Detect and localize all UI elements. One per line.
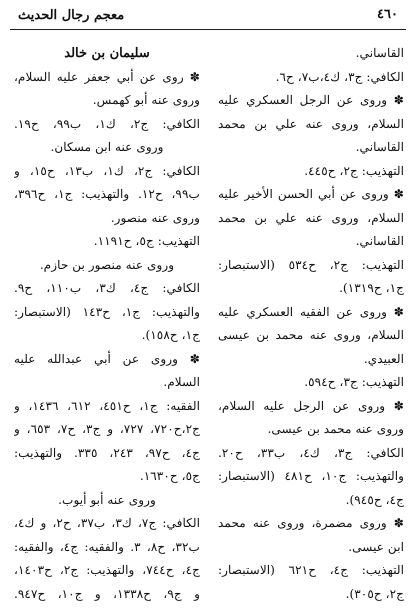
text-line: العبيدي. xyxy=(363,351,404,366)
text-line: السلام، وروى عنه علي بن محمد xyxy=(218,116,404,131)
text-line: والتهذيب: ج١٠، ح٤٨١ (الاستبصار: xyxy=(218,469,404,483)
text-line: الكافي: ج٢، ك١، ب٩٩، ح١٩. xyxy=(14,116,200,131)
text-line: الكافي: ج٧، ك٣، ب٣٧، ح٢، و ك٤، xyxy=(14,516,200,530)
right-column xyxy=(218,42,404,606)
text-line: السلام، وروى عنه علي بن محمد xyxy=(218,210,404,225)
text-line: ج٤، ح٩٤٥). xyxy=(345,492,404,507)
text-line: ب٩٩، ح١٢. والتهذيب: ج١، ح٣٩٦، xyxy=(14,187,200,201)
text-line: التهذيب: ج٤، ح٦٢١ (الاستبصار: xyxy=(218,563,404,577)
text-line: السلام. xyxy=(163,375,200,389)
text-line: التهذيب: ج٢، ح٤٤٥. xyxy=(304,163,404,178)
text-line: القاساني. xyxy=(355,140,404,154)
text-line: ج٢، ح٣٠٥). xyxy=(345,586,404,601)
text-line: وروى عنه منصور بن حازم. xyxy=(39,257,175,272)
text-line: ج٤، ح٩٧، ٢٤٣، ٣٣٥. والتهذيب: xyxy=(14,445,200,460)
text-line: وروى عنه منصور. xyxy=(110,210,200,225)
page-number: ٤٦٠ xyxy=(377,7,398,22)
text-line: التهذيب: ج٥، ح١١٩١. xyxy=(93,234,200,248)
text-line: ج٤، ح٧٤٤، والتهذيب: ج٢، ح١٤٠٣، xyxy=(14,563,200,577)
text-line: ✽ وروى مضمرة، وروى عنه محمد xyxy=(218,516,404,530)
text-line: ج٥، ح١٦٣٠. xyxy=(139,469,200,483)
text-line: ✽ وروى عن الفقيه العسكري عليه xyxy=(218,304,404,319)
text-line: ✽ وروى عن الرجل عليه السلام، xyxy=(218,398,404,413)
text-line: الكافي: ج٤، ك٣، ب١١٠، ح٩. xyxy=(14,281,200,295)
text-line: السلام، وروى عنه محمد بن عيسى xyxy=(218,328,404,342)
text-line: ✽ وروى عن الرجل العسكري عليه xyxy=(218,93,404,107)
text-line: و ج٩، ح١٣٣٨، و ج١٠، ح٩٤٧. xyxy=(14,586,200,601)
text-line: القاساني. xyxy=(355,46,404,60)
text-line: ب٣٢، ح٨، ٣. والفقيه: ج٤، والفقيه: xyxy=(14,539,200,554)
text-line: وروى عنه أبو كهمس. xyxy=(92,93,200,107)
entry-heading: سليمان بن خالد xyxy=(64,46,150,61)
text-line: التهذيب: ج٢، ح٥٣٤ (الاستبصار: xyxy=(218,257,404,272)
text-line: الكافي: ج٢، ك١، ب١٣، ح١٥، و xyxy=(14,163,200,178)
text-line: ✽ روى عن أبي جعفر عليه السلام، xyxy=(14,69,200,84)
text-line: ج٢،ح٧٢٠، ٧٢٧، و ج٣، ح٧، ٦٥٣، و xyxy=(14,422,200,436)
text-line: ج١، ح١٣١٩). xyxy=(339,281,404,295)
text-line: القاساني. xyxy=(355,234,404,248)
text-line: وروى عنه محمد بن عيسى. xyxy=(267,422,404,436)
text-line: ✽ وروى عن أبي عبدالله عليه xyxy=(14,351,200,366)
text-line: وروى عنه ابن مسكان. xyxy=(50,140,164,154)
text-line: وروى عنه أبو أيوب. xyxy=(58,492,156,507)
text-line: الكافي: ج٣، ك٤، ب٣٣، ح٢٠. xyxy=(218,445,404,460)
left-column xyxy=(14,42,200,606)
text-line: ✽ وروى عن أبي الحسن الأخير عليه xyxy=(218,187,404,201)
page-header xyxy=(10,5,406,30)
text-line: والتهذيب: ج١، ح١٤٣ (الاستبصار: xyxy=(14,304,200,319)
text-line: ابن عيسى. xyxy=(348,539,404,554)
running-title: معجم رجال الحديث xyxy=(18,8,125,23)
text-line: التهذيب: ج٣، ح٥٩٤. xyxy=(304,375,404,389)
text-line: الفقيه: ج١، ح٤٥١، ٦١٢، ١٤٣٦، و xyxy=(14,398,200,413)
text-line: الكافي: ج٣، ك٤،ب٧، ح٦. xyxy=(275,69,404,84)
text-line: ج١، ح١٥٨). xyxy=(141,328,200,342)
